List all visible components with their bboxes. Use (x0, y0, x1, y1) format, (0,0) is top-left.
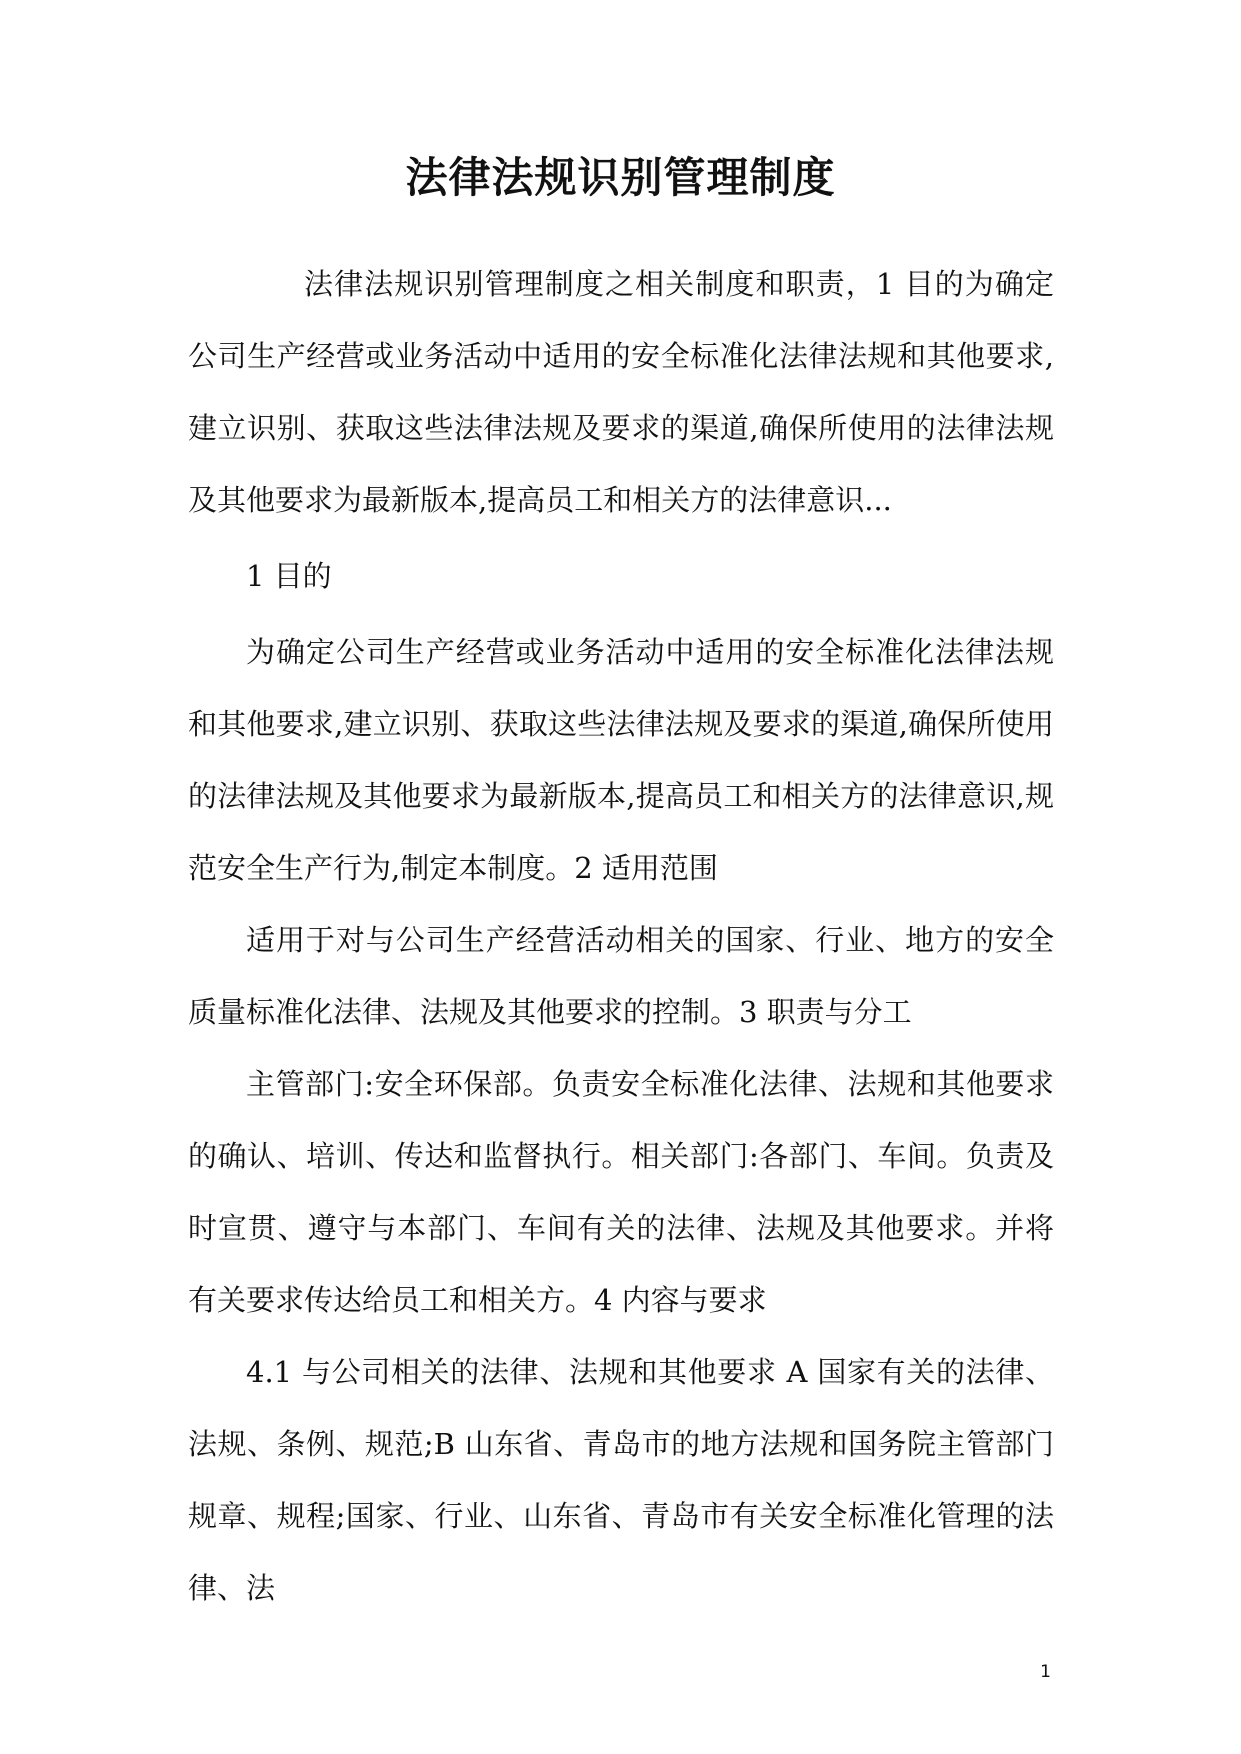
document-body (188, 248, 1054, 1624)
intro-paragraph: 法律法规识别管理制度之相关制度和职责，1 目的为确定公司生产经营或业务活动中适用的安全标准化法律法规和其他要求,建立识别、获取这些法律法规及要求的渠道,确保所使用的法律法规及其他要求为最新版本,提高员工和相关方的法律意识... (188, 267, 1054, 517)
document-title: 法律法规识别管理制度 (405, 153, 836, 202)
responsibilities-paragraph: 主管部门:安全环保部。负责安全标准化法律、法规和其他要求的确认、培训、传达和监督执行。相关部门:各部门、车间。负责及时宣贯、遵守与本部门、车间有关的法律、法规及其他要求。并将有关要求传达给员工和相关方。4 内容与要求 (188, 1067, 1054, 1317)
scope-paragraph: 适用于对与公司生产经营活动相关的国家、行业、地方的安全质量标准化法律、法规及其他要求的控制。3 职责与分工 (188, 923, 1054, 1029)
requirements-paragraph: 4.1 与公司相关的法律、法规和其他要求 A 国家有关的法律、法规、条例、规范;B 山东省、青岛市的地方法规和国务院主管部门规章、规程;国家、行业、山东省、青岛市有关安全标准化管理的法律、法 (188, 1355, 1054, 1605)
purpose-paragraph: 为确定公司生产经营或业务活动中适用的安全标准化法律法规和其他要求,建立识别、获取这些法律法规及要求的渠道,确保所使用的法律法规及其他要求为最新版本,提高员工和相关方的法律意识,规范安全生产行为,制定本制度。2 适用范围 (188, 635, 1054, 885)
section-heading-purpose: 1 目的 (246, 559, 332, 593)
page-number: 1 (1040, 1662, 1051, 1682)
